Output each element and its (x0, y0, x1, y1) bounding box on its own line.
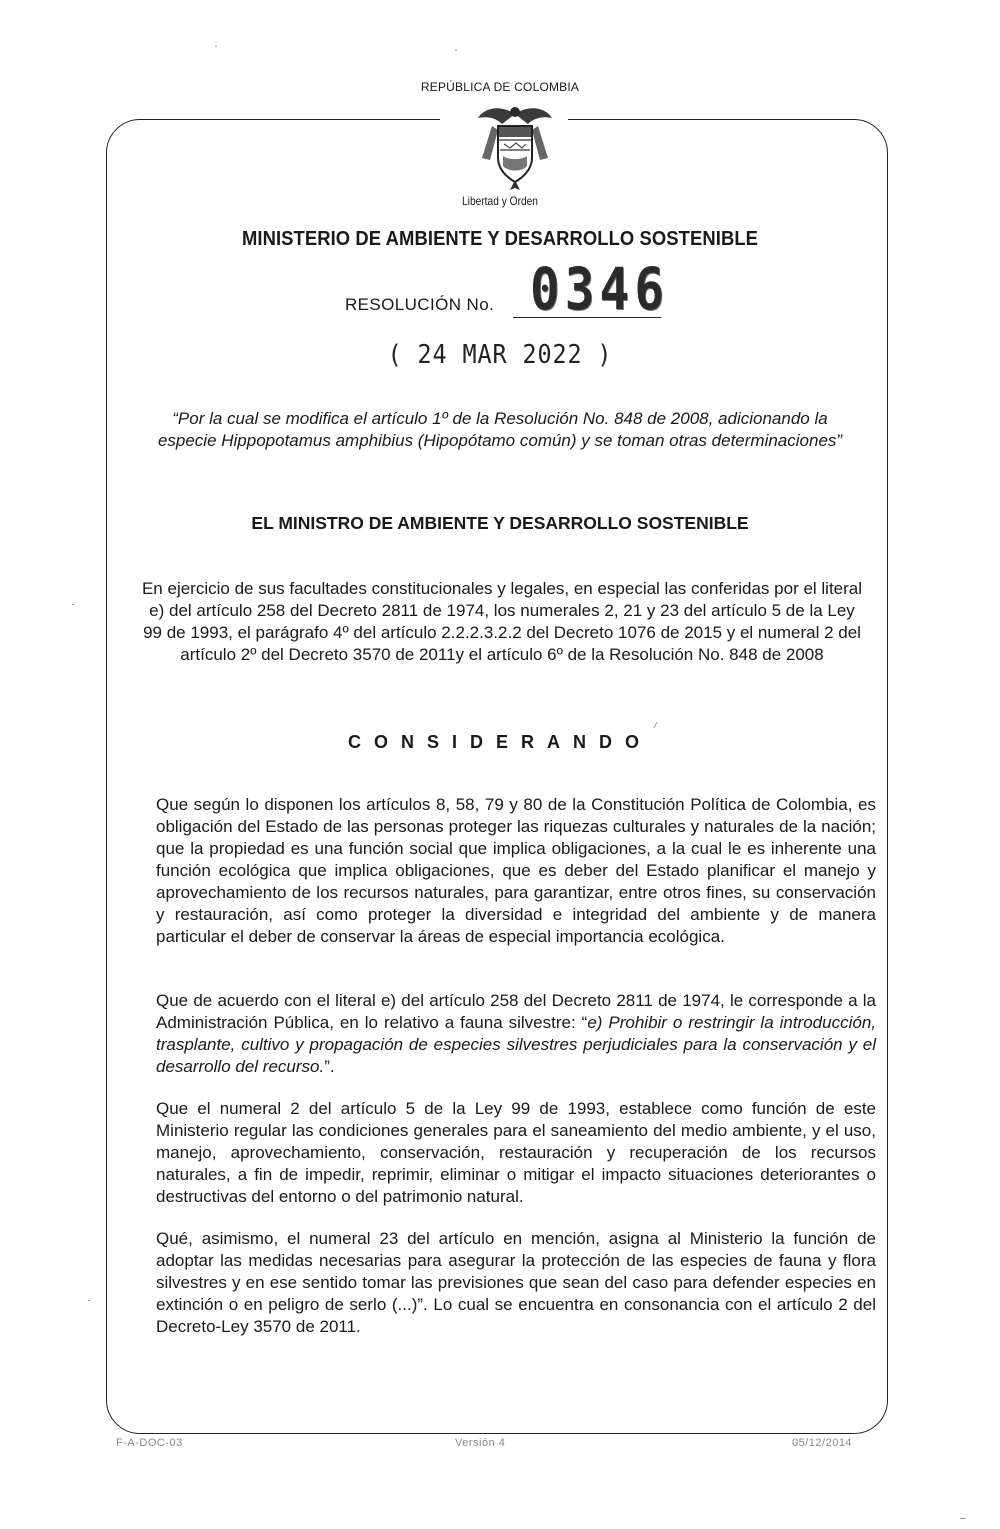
paragraph-law-99-numeral-2: Que el numeral 2 del artículo 5 de la Ley 99 de 1993, establece como función de este Ministerio regular las condiciones generales para el saneamiento del medio ambiente, y el uso, manejo, aprovechamiento, conservación, restauración y recuperación de los recursos naturales, a fin de impedir, reprimir, eliminar o mitigar el impacto situaciones deteriorantes o destructivas del entorno o del patrimonio natural. (156, 1099, 876, 1206)
paragraph-law-99-numeral-23: Qué, asimismo, el numeral 23 del artículo en mención, asigna al Ministerio la función de adoptar las medidas necesarias para asegurar la protección de las especies de fauna y flora silvestres y en ese sentido tomar las previsiones que sean del caso para defender especies en extinción o en peligro de serlo (...)”. Lo cual se encuentra en consonancia con el artículo 2 del Decreto-Ley 3570 de 2011. (156, 1229, 876, 1336)
paragraph-lead-text: Que de acuerdo con el literal e) del artículo 258 del Decreto 2811 de 1974, le corresponde a la Administración Pública, en lo relativo a fauna silvestre: “ (156, 991, 876, 1032)
republic-heading: REPÚBLICA DE COLOMBIA (420, 80, 580, 94)
colombia-coat-of-arms-icon (470, 96, 560, 196)
footer-date: 05/12/2014 (792, 1437, 853, 1449)
scan-speck (72, 604, 74, 605)
resolution-subject: “Por la cual se modifica el artículo 1º de la Resolución No. 848 de 2008, adicionando la especie Hippopotamus amphibius (Hipopótamo común) y se toman otras determinaciones” (157, 409, 843, 450)
preamble-paragraph: En ejercicio de sus facultades constitucionales y legales, en especial las conferidas por el literal e) del artículo 258 del Decreto 2811 de 1974, los numerales 2, 21 y 23 del artículo 5 de la Ley 99 de 1993, el parágrafo 4º del artículo 2.2.2.3.2.2 del Decreto 1076 de 2015 y el numeral 2 del artículo 2º del Decreto 3570 de 2011y el artículo 6º de la Resolución No. 848 de 2008 (141, 579, 863, 664)
quoted-article-text: e) Prohibir o restringir la introducción, trasplante, cultivo y propagación de especies silvestres perjudiciales para la conservación y el desarrollo del recurso. (156, 1013, 876, 1076)
footer-document-code: F-A-DOC-03 (116, 1437, 183, 1449)
minister-heading: EL MINISTRO DE AMBIENTE Y DESARROLLO SOSTENIBLE (251, 513, 749, 533)
scan-speck (455, 50, 457, 51)
resolution-date-stamp: ( 24 MAR 2022 ) (387, 340, 613, 370)
resolution-number-stamp: 0346 (530, 255, 670, 323)
paragraph-tail-text: ”. (324, 1057, 335, 1076)
motto: Libertad y Orden (462, 194, 538, 208)
footer-version: Versión 4 (455, 1437, 506, 1449)
resolution-number-row (345, 255, 745, 325)
scan-speck (960, 1518, 966, 1519)
ministry-title: MINISTERIO DE AMBIENTE Y DESARROLLO SOSTENIBLE (241, 228, 759, 250)
scan-speck (215, 46, 217, 47)
considerando-heading: CONSIDERANDO (347, 732, 652, 752)
paragraph-decree-2811 (156, 990, 876, 1078)
resolution-label: RESOLUCIÓN No. (345, 295, 495, 314)
paragraph-constitution: Que según lo disponen los artículos 8, 58, 79 y 80 de la Constitución Política de Colombia, es obligación del Estado de las personas proteger las riquezas culturales y naturales de la nación; que la propiedad es una función social que implica obligaciones, a la cual le es inherente una función ecológica que implica obligaciones, que es deber del Estado planificar el manejo y aprovechamiento de los recursos naturales, para garantizar, entre otros fines, su conservación y restauración, así como proteger la diversidad e integridad del ambiente y de manera particular el deber de conservar la áreas de especial importancia ecológica. (156, 795, 876, 946)
scan-speck (88, 1300, 90, 1301)
